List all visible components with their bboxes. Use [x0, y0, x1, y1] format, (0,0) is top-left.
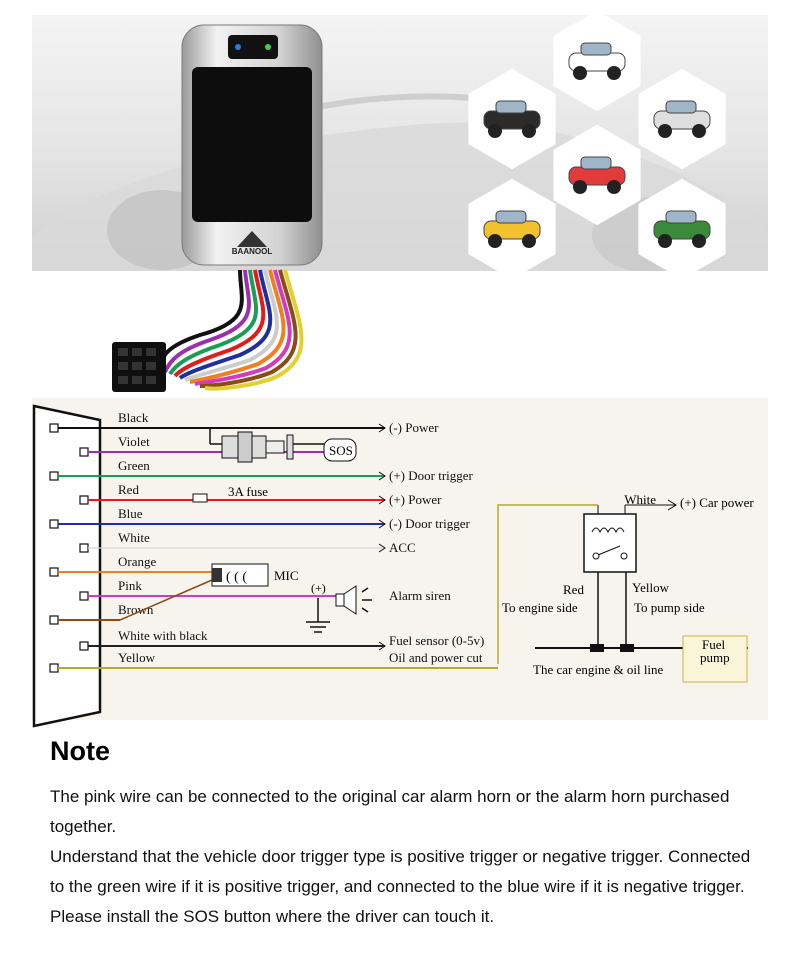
relay-red-label: Red	[563, 582, 584, 597]
wire-color-label: Blue	[118, 506, 143, 521]
connector-plug	[34, 406, 100, 726]
fuel-label: Fuel	[702, 637, 726, 652]
wire-function-label: Fuel sensor (0-5v)	[389, 633, 485, 648]
car-power-label: (+) Car power	[680, 495, 754, 510]
wire-color-label: Yellow	[118, 650, 155, 665]
fuse-label: 3A fuse	[228, 484, 269, 499]
note-title: Note	[50, 736, 110, 766]
note-line: Understand that the vehicle door trigger type is positive trigger or negative trigger. Connected	[50, 847, 751, 866]
connector-pin	[50, 424, 58, 432]
wire-color-label: Black	[118, 410, 149, 425]
wire-function-label: (+) Door trigger	[389, 468, 473, 483]
connector-pin	[80, 592, 88, 600]
wire-function-label: ACC	[389, 540, 416, 555]
connector-pin	[80, 642, 88, 650]
relay-yellow-label: Yellow	[632, 580, 669, 595]
connector-pin	[80, 448, 88, 456]
connector-pin	[80, 496, 88, 504]
wire-function-label: (-) Door trigger	[389, 516, 470, 531]
connector-pin	[50, 520, 58, 528]
note-line: The pink wire can be connected to the original car alarm horn or the alarm horn purchased	[50, 787, 730, 806]
wire-color-label: Green	[118, 458, 150, 473]
fuse-icon	[193, 494, 207, 502]
sos-label: SOS	[329, 443, 353, 458]
microphone-icon	[212, 564, 268, 586]
engine-line-label: The car engine & oil line	[533, 662, 664, 677]
note-line: together.	[50, 817, 117, 836]
wire-function-label: Oil and power cut	[389, 650, 483, 665]
note-line: to the green wire if it is positive trigger, and connected to the blue wire if it is negative trigger.	[50, 877, 745, 896]
pump-side-label: To pump side	[634, 600, 705, 615]
engine-side-label: To engine side	[502, 600, 578, 615]
relay-icon	[584, 500, 676, 648]
wire-color-label: Red	[118, 482, 139, 497]
wire-color-label: Violet	[118, 434, 150, 449]
wire-color-label: White	[118, 530, 150, 545]
connector-pin	[50, 616, 58, 624]
wire-color-label: Brown	[118, 602, 154, 617]
wire-function-label: (+) Power	[389, 492, 442, 507]
pump-label: pump	[700, 650, 730, 665]
relay-white-label: White	[624, 492, 656, 507]
connector-pin	[50, 664, 58, 672]
wire-color-label: Orange	[118, 554, 157, 569]
connector-pin	[80, 544, 88, 552]
connector-pin	[50, 472, 58, 480]
wire-function-label: Alarm siren	[389, 588, 451, 603]
connector-pin	[50, 568, 58, 576]
wire-color-label: White with black	[118, 628, 208, 643]
wire-color-label: Pink	[118, 578, 142, 593]
siren-plus-label: (+)	[311, 581, 326, 595]
wire-function-label: (-) Power	[389, 420, 439, 435]
mic-label: MIC	[274, 568, 299, 583]
note-line: Please install the SOS button where the driver can touch it.	[50, 907, 495, 926]
device-brand: BAANOOL	[231, 247, 273, 256]
svg-text:( ( (: ( ( (	[226, 570, 247, 585]
